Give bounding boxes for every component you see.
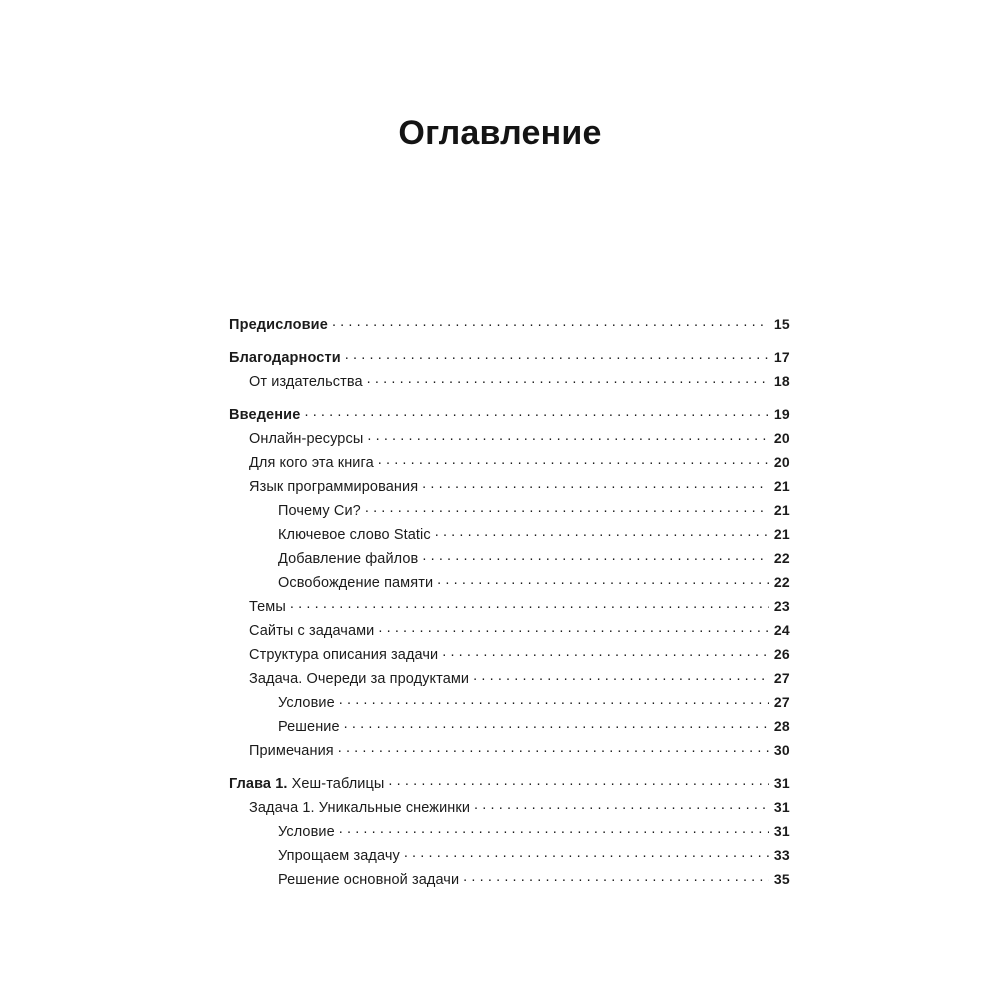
toc-entry-page-number: 35 <box>773 871 790 887</box>
toc-entry-label: Благодарности <box>229 350 341 366</box>
dot-leader <box>404 846 769 860</box>
dot-leader <box>304 405 769 419</box>
toc-entry-page-number: 28 <box>773 718 790 734</box>
toc-entry[interactable] <box>229 819 790 843</box>
toc-entry[interactable] <box>229 594 790 618</box>
toc-entry-page-number: 33 <box>773 847 790 863</box>
toc-entry[interactable] <box>229 843 790 867</box>
toc-entry-page-number: 15 <box>773 316 790 332</box>
toc-entry[interactable] <box>229 369 790 393</box>
dot-leader <box>339 822 769 836</box>
dot-leader <box>339 693 769 707</box>
toc-entry-label-rest: Хеш-таблицы <box>287 776 385 792</box>
dot-leader <box>437 573 769 587</box>
toc-entry-label: Добавление файлов <box>278 551 419 567</box>
toc-entry-page-number: 22 <box>773 574 790 590</box>
dot-leader <box>388 774 769 788</box>
toc-entry-label: Примечания <box>249 743 334 759</box>
toc-entry[interactable] <box>229 450 790 474</box>
toc-entry-label: Освобождение памяти <box>278 575 434 591</box>
toc-entry-page-number: 27 <box>773 694 790 710</box>
toc-entry-page-number: 31 <box>773 775 790 791</box>
toc-entry-page-number: 31 <box>773 823 790 839</box>
toc-entry[interactable] <box>229 771 790 795</box>
toc-entry[interactable] <box>229 426 790 450</box>
toc-entry[interactable] <box>229 642 790 666</box>
toc-entry-label: Ключевое слово Static <box>278 527 431 543</box>
page-title: Оглавление <box>398 114 602 152</box>
toc-entry-label: Темы <box>249 599 286 615</box>
dot-leader <box>344 717 769 731</box>
dot-leader <box>474 798 769 812</box>
toc-entry[interactable] <box>229 546 790 570</box>
toc-entry-page-number: 24 <box>773 622 790 638</box>
dot-leader <box>422 549 769 563</box>
dot-leader <box>345 348 769 362</box>
dot-leader <box>442 645 769 659</box>
toc-entry[interactable] <box>229 867 790 891</box>
dot-leader <box>332 315 769 329</box>
toc-entry[interactable] <box>229 570 790 594</box>
toc-entry-page-number: 22 <box>773 550 790 566</box>
toc-entry-page-number: 19 <box>773 406 790 422</box>
toc-entry-label: Условие <box>278 695 335 711</box>
toc-entry-page-number: 21 <box>773 526 790 542</box>
toc-entry[interactable] <box>229 402 790 426</box>
toc-entry-page-number: 26 <box>773 646 790 662</box>
dot-leader <box>378 621 769 635</box>
toc-entry-label: Структура описания задачи <box>249 647 439 663</box>
dot-leader <box>422 477 769 491</box>
toc-entry-label: Предисловие <box>229 317 328 333</box>
toc-entry-label: Онлайн-ресурсы <box>249 431 364 447</box>
toc-entry-label: Решение основной задачи <box>278 872 460 888</box>
dot-leader <box>435 525 769 539</box>
toc-entry-page-number: 30 <box>773 742 790 758</box>
toc-entry[interactable] <box>229 618 790 642</box>
table-of-contents-list <box>229 312 790 891</box>
toc-entry-label: Задача 1. Уникальные снежинки <box>249 800 471 816</box>
dot-leader <box>473 669 769 683</box>
toc-entry-label: Для кого эта книга <box>249 455 374 471</box>
dot-leader <box>365 501 769 515</box>
toc-entry-label: Упрощаем задачу <box>278 848 400 864</box>
toc-entry[interactable] <box>229 312 790 336</box>
toc-entry-page-number: 31 <box>773 799 790 815</box>
toc-entry-label: Почему Си? <box>278 503 361 519</box>
toc-entry-page-number: 27 <box>773 670 790 686</box>
toc-entry-page-number: 17 <box>773 349 790 365</box>
toc-entry-page-number: 20 <box>773 430 790 446</box>
toc-entry-label: Сайты с задачами <box>249 623 375 639</box>
dot-leader <box>290 597 769 611</box>
toc-entry[interactable] <box>229 498 790 522</box>
toc-entry[interactable] <box>229 666 790 690</box>
toc-entry-label: Условие <box>278 824 335 840</box>
toc-entry-label: Задача. Очереди за продуктами <box>249 671 470 687</box>
toc-entry-page-number: 21 <box>773 502 790 518</box>
toc-entry[interactable] <box>229 738 790 762</box>
dot-leader <box>338 741 769 755</box>
toc-entry[interactable] <box>229 690 790 714</box>
dot-leader <box>463 870 769 884</box>
toc-entry-page-number: 20 <box>773 454 790 470</box>
toc-entry[interactable] <box>229 714 790 738</box>
dot-leader <box>378 453 769 467</box>
toc-entry-label <box>229 772 384 796</box>
toc-entry-label: Введение <box>229 407 301 423</box>
toc-entry-label-lead: Глава 1. <box>229 776 288 792</box>
toc-entry-label: Язык программирования <box>249 479 419 495</box>
toc-entry-page-number: 21 <box>773 478 790 494</box>
toc-entry-label: От издательства <box>249 374 363 390</box>
toc-entry-page-number: 23 <box>773 598 790 614</box>
toc-entry-label: Решение <box>278 719 340 735</box>
toc-entry[interactable] <box>229 522 790 546</box>
toc-entry-page-number: 18 <box>773 373 790 389</box>
dot-leader <box>367 372 769 386</box>
toc-entry[interactable] <box>229 345 790 369</box>
toc-entry[interactable] <box>229 474 790 498</box>
toc-entry[interactable] <box>229 795 790 819</box>
dot-leader <box>367 429 769 443</box>
